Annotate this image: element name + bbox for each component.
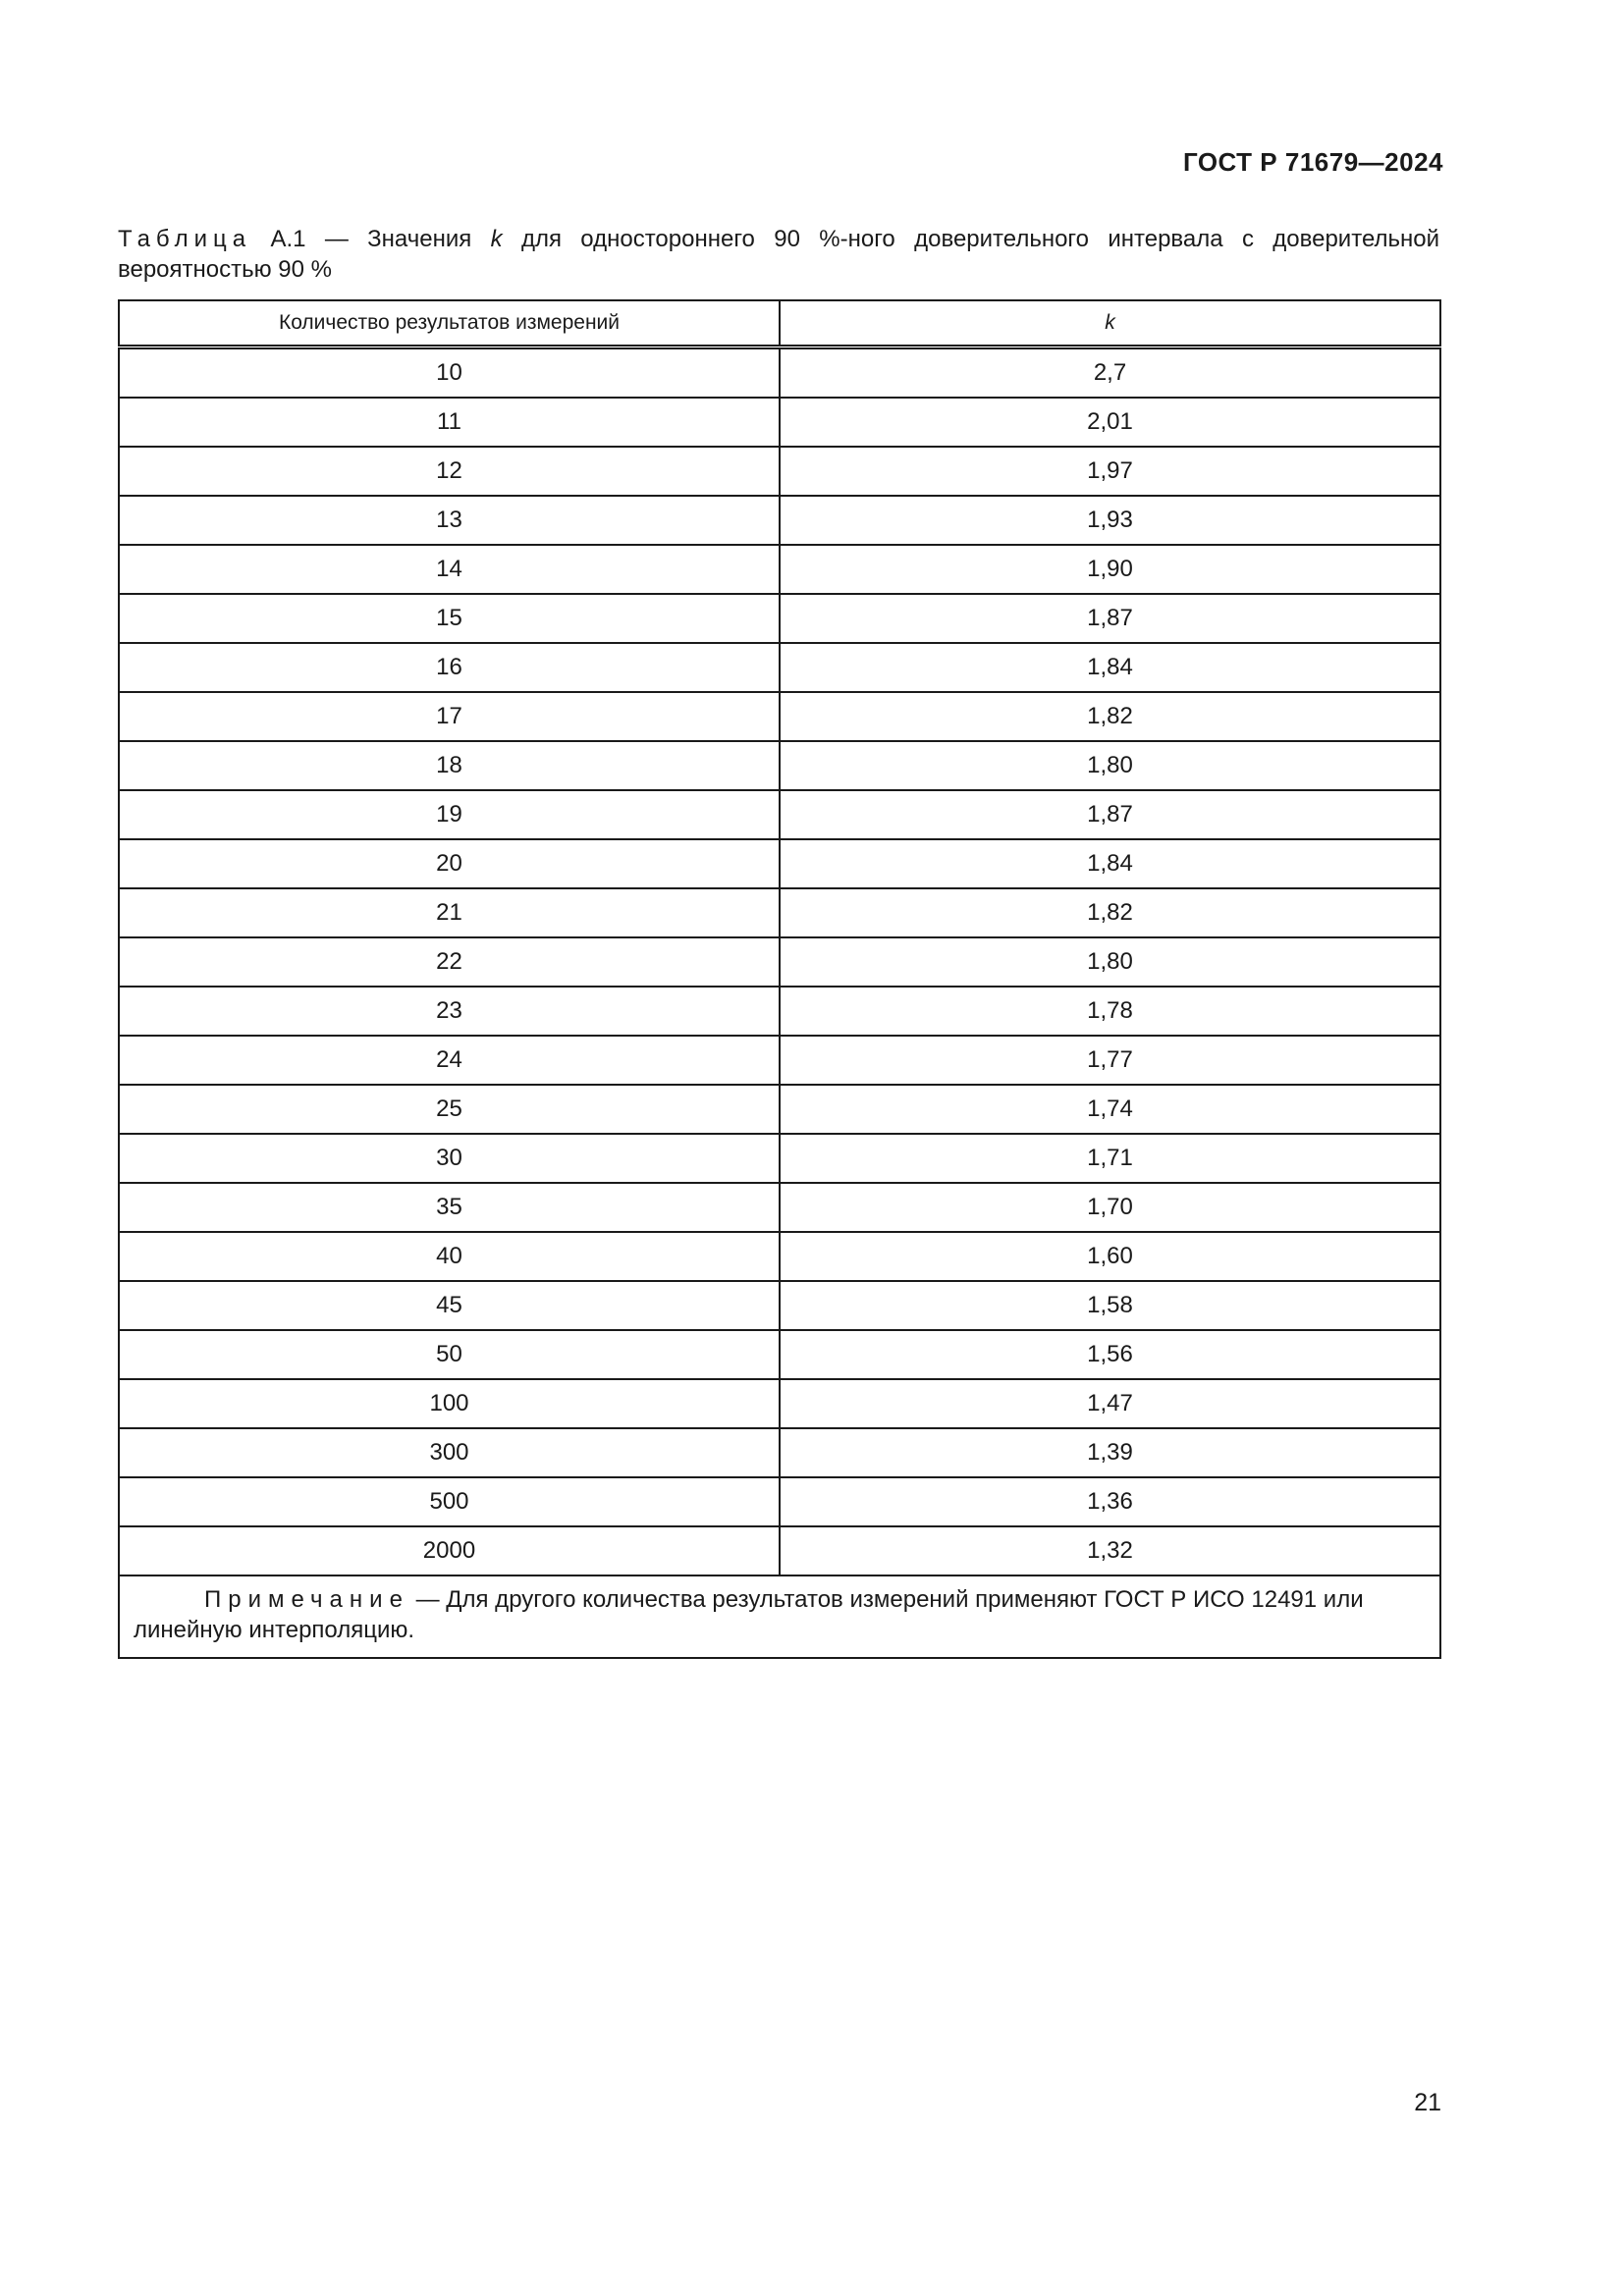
k-values-table xyxy=(118,299,1441,1659)
note-label: Примечание xyxy=(204,1586,409,1613)
cell-measurement-count: 25 xyxy=(119,1085,780,1134)
table-row xyxy=(119,1526,1440,1575)
cell-measurement-count: 12 xyxy=(119,447,780,496)
cell-measurement-count: 14 xyxy=(119,545,780,594)
caption-number: А.1 xyxy=(270,226,306,252)
cell-measurement-count: 23 xyxy=(119,987,780,1036)
table-row xyxy=(119,790,1440,839)
table-row xyxy=(119,1428,1440,1477)
table-row xyxy=(119,987,1440,1036)
cell-k-value: 1,82 xyxy=(780,692,1440,741)
caption-label: Таблица xyxy=(118,226,252,252)
table-row xyxy=(119,447,1440,496)
cell-k-value: 1,87 xyxy=(780,594,1440,643)
cell-measurement-count: 50 xyxy=(119,1330,780,1379)
table-row xyxy=(119,888,1440,937)
table-row xyxy=(119,692,1440,741)
table-row xyxy=(119,741,1440,790)
cell-k-value: 1,84 xyxy=(780,839,1440,888)
cell-k-value: 1,39 xyxy=(780,1428,1440,1477)
cell-k-value: 1,90 xyxy=(780,545,1440,594)
table-note xyxy=(119,1575,1440,1658)
cell-k-value: 1,58 xyxy=(780,1281,1440,1330)
column-header-count: Количество результатов измерений xyxy=(119,300,780,347)
cell-measurement-count: 17 xyxy=(119,692,780,741)
table-row xyxy=(119,1085,1440,1134)
cell-measurement-count: 13 xyxy=(119,496,780,545)
table-row xyxy=(119,398,1440,447)
table-row xyxy=(119,643,1440,692)
cell-measurement-count: 10 xyxy=(119,347,780,399)
page-number: 21 xyxy=(1414,2089,1441,2116)
cell-measurement-count: 30 xyxy=(119,1134,780,1183)
table-header-row xyxy=(119,300,1440,347)
cell-measurement-count: 40 xyxy=(119,1232,780,1281)
cell-measurement-count: 35 xyxy=(119,1183,780,1232)
cell-k-value: 1,32 xyxy=(780,1526,1440,1575)
cell-measurement-count: 300 xyxy=(119,1428,780,1477)
cell-k-value: 1,84 xyxy=(780,643,1440,692)
cell-measurement-count: 11 xyxy=(119,398,780,447)
table-row xyxy=(119,1330,1440,1379)
cell-k-value: 2,7 xyxy=(780,347,1440,399)
cell-measurement-count: 21 xyxy=(119,888,780,937)
cell-k-value: 1,78 xyxy=(780,987,1440,1036)
cell-measurement-count: 20 xyxy=(119,839,780,888)
note-text: — Для другого количества результатов измерений применяют ГОСТ Р ИСО 12491 или линейную интерполяцию. xyxy=(134,1586,1364,1643)
cell-measurement-count: 15 xyxy=(119,594,780,643)
document-code: ГОСТ Р 71679—2024 xyxy=(1182,147,1443,177)
cell-measurement-count: 45 xyxy=(119,1281,780,1330)
table-body xyxy=(119,347,1440,1576)
table-row xyxy=(119,937,1440,987)
caption-text-after: для одностороннего 90 %-ного доверительного интервала с доверительной вероятностью 90 % xyxy=(118,226,1440,283)
cell-k-value: 1,36 xyxy=(780,1477,1440,1526)
table-row xyxy=(119,839,1440,888)
caption-text-before: — Значения xyxy=(324,226,472,252)
table-row xyxy=(119,347,1440,399)
cell-k-value: 1,87 xyxy=(780,790,1440,839)
cell-measurement-count: 24 xyxy=(119,1036,780,1085)
table-row xyxy=(119,545,1440,594)
cell-k-value: 1,80 xyxy=(780,741,1440,790)
cell-measurement-count: 19 xyxy=(119,790,780,839)
cell-measurement-count: 18 xyxy=(119,741,780,790)
table-row xyxy=(119,1134,1440,1183)
note-row xyxy=(119,1575,1440,1658)
table-row xyxy=(119,1477,1440,1526)
cell-k-value: 1,47 xyxy=(780,1379,1440,1428)
cell-k-value: 1,70 xyxy=(780,1183,1440,1232)
cell-measurement-count: 16 xyxy=(119,643,780,692)
caption-variable: k xyxy=(490,226,503,252)
cell-k-value: 1,93 xyxy=(780,496,1440,545)
cell-measurement-count: 100 xyxy=(119,1379,780,1428)
cell-k-value: 1,82 xyxy=(780,888,1440,937)
cell-k-value: 1,77 xyxy=(780,1036,1440,1085)
cell-k-value: 1,71 xyxy=(780,1134,1440,1183)
cell-k-value: 1,56 xyxy=(780,1330,1440,1379)
cell-k-value: 1,80 xyxy=(780,937,1440,987)
table-row xyxy=(119,1281,1440,1330)
cell-k-value: 1,97 xyxy=(780,447,1440,496)
column-header-k: k xyxy=(780,300,1440,347)
table-caption xyxy=(118,224,1439,285)
cell-k-value: 1,60 xyxy=(780,1232,1440,1281)
table-row xyxy=(119,1183,1440,1232)
cell-measurement-count: 22 xyxy=(119,937,780,987)
cell-k-value: 2,01 xyxy=(780,398,1440,447)
cell-measurement-count: 500 xyxy=(119,1477,780,1526)
table-row xyxy=(119,1232,1440,1281)
table-row xyxy=(119,1036,1440,1085)
table-row xyxy=(119,594,1440,643)
table-row xyxy=(119,1379,1440,1428)
cell-k-value: 1,74 xyxy=(780,1085,1440,1134)
table-row xyxy=(119,496,1440,545)
cell-measurement-count: 2000 xyxy=(119,1526,780,1575)
